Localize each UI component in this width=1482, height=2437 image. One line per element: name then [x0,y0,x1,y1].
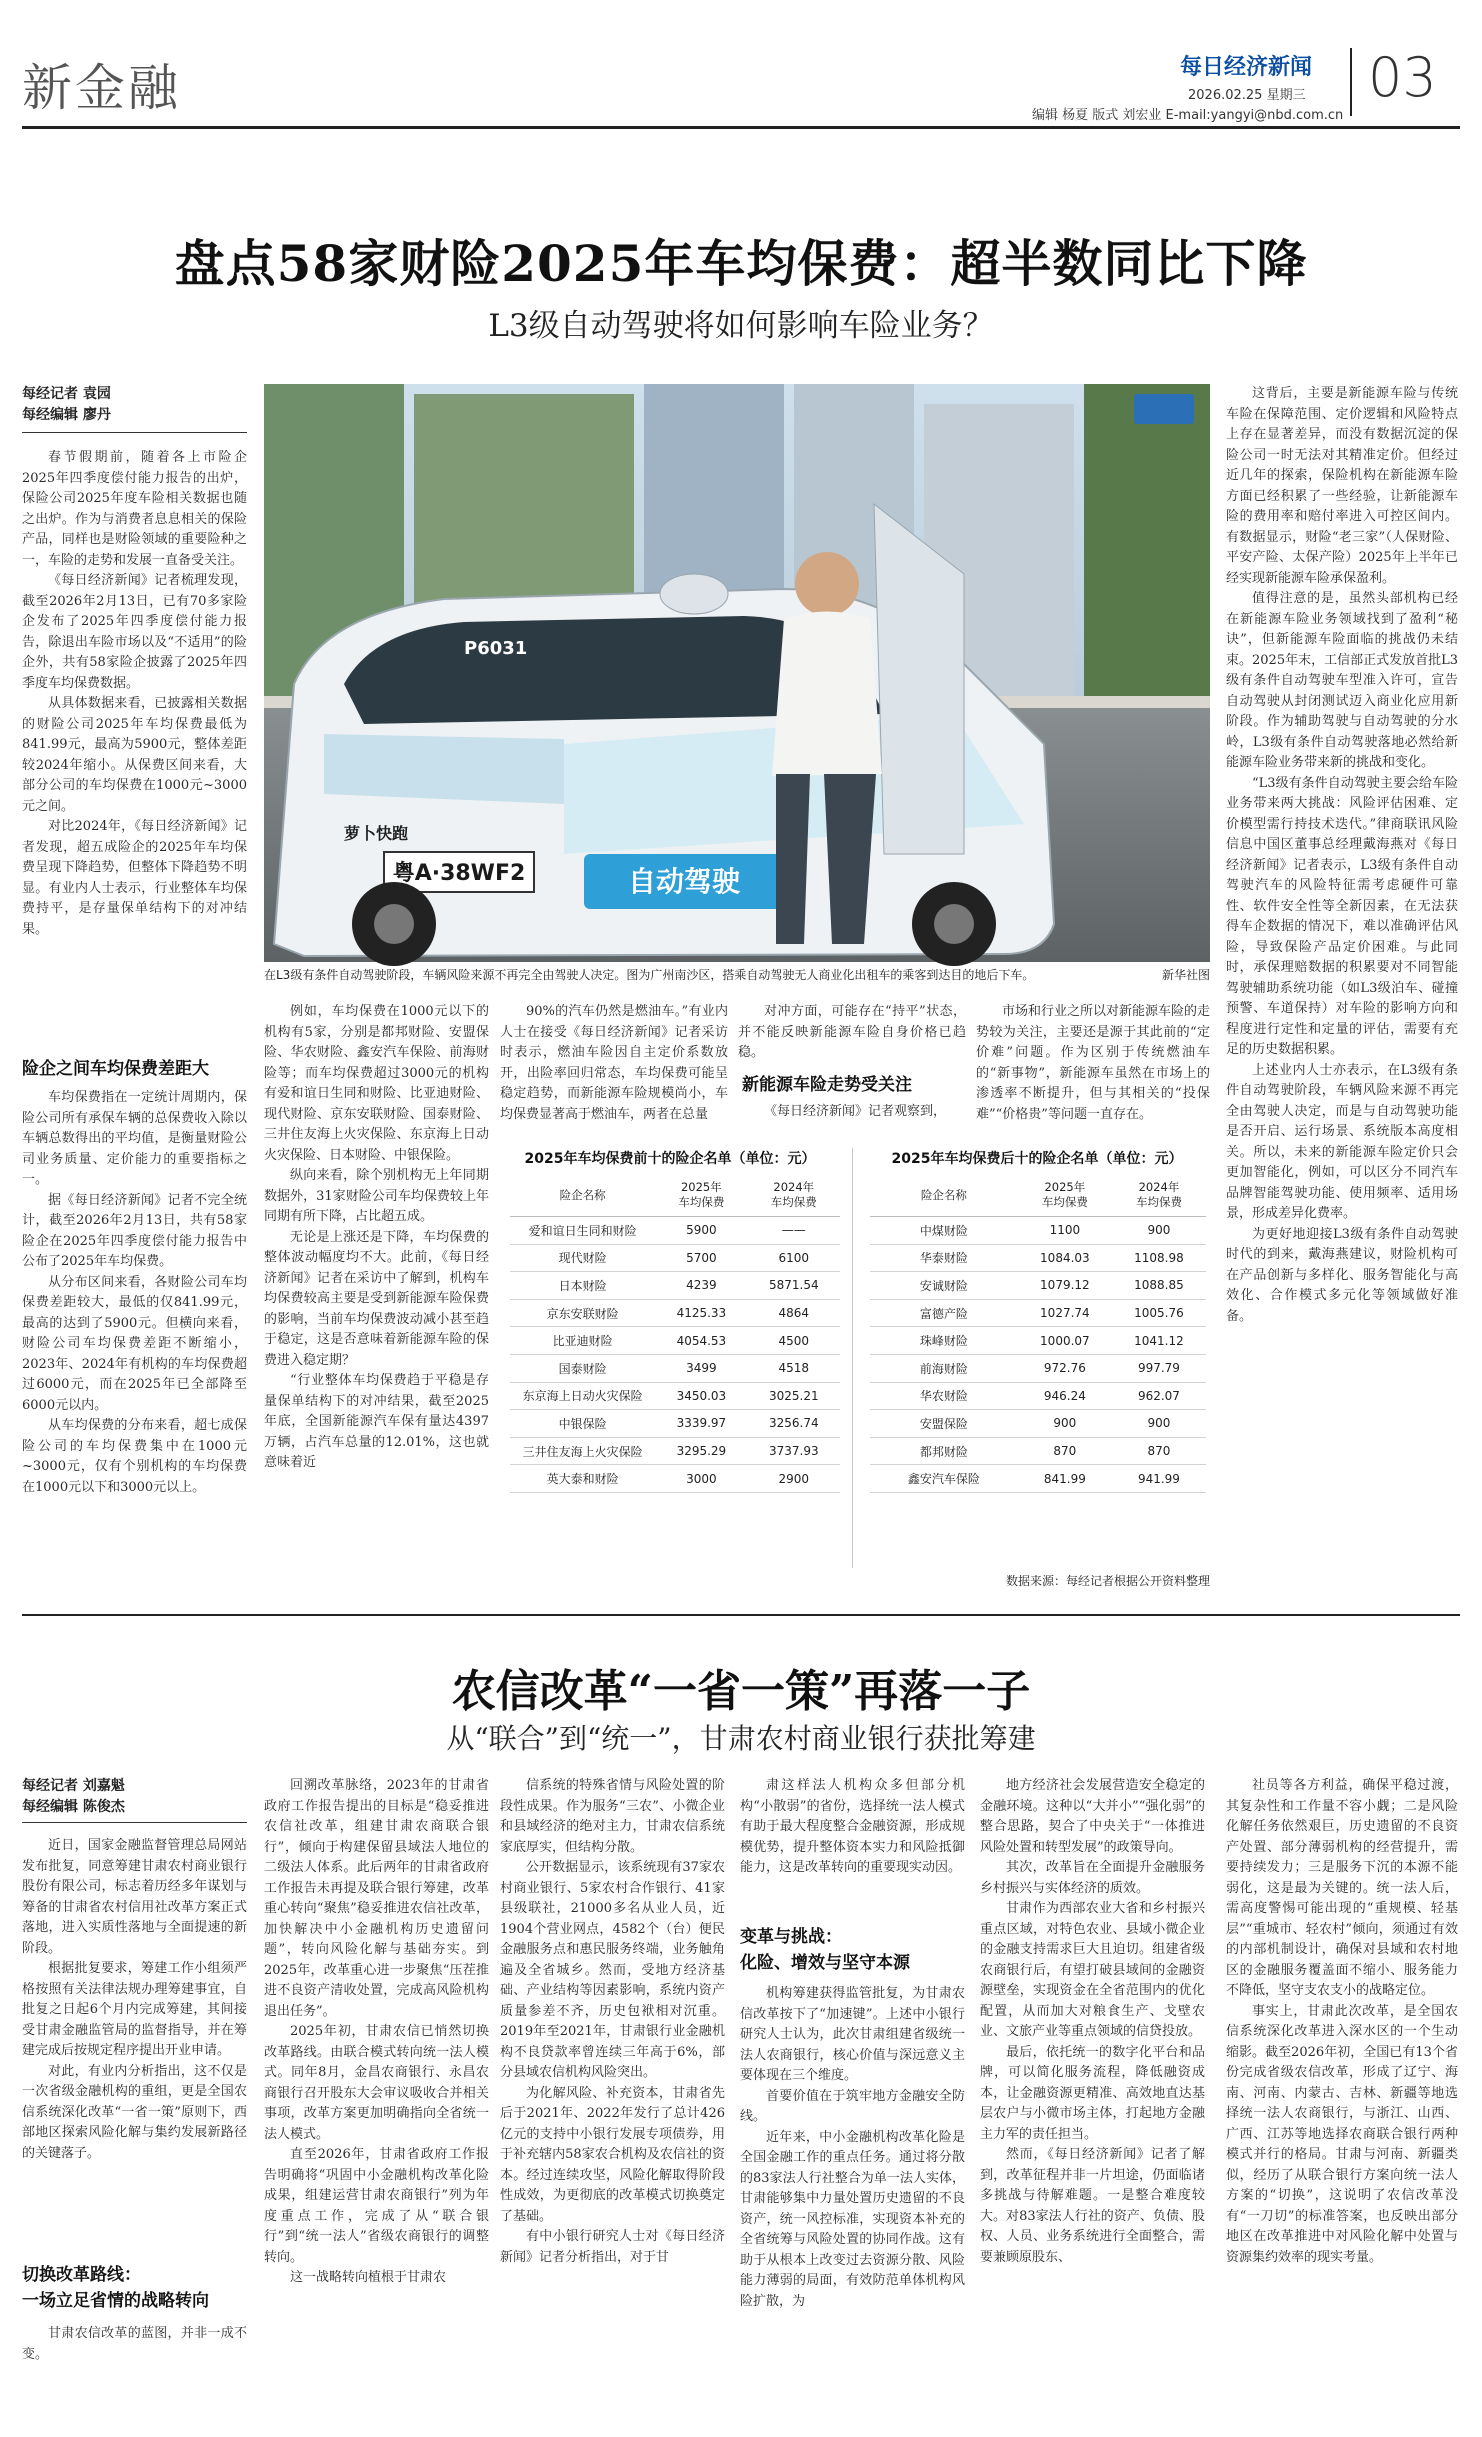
header-separator [1350,48,1352,116]
column-header: 2024年 车均保费 [748,1174,840,1217]
insurer-name-cell: 爱和谊日生同和财险 [510,1217,655,1245]
caption-text: 在L3级有条件自动驾驶阶段，车辆风险来源不再完全由驾驶人决定。图为广州南沙区，搭乘自动驾驶无人商业化出租车的乘客到达目的地后下车。 [264,968,1035,982]
paragraph: 对比2024年，《每日经济新闻》记者发现，超五成险企的2025年车均保费呈现下降趋势，但整体下降趋势不明显。有业内人士表示，行业整体车均保费持平，是存量保单结构下的对冲结果。 [22,819,247,937]
paragraph: 近日，国家金融监督管理总局网站发布批复，同意筹建甘肃农村商业银行股份有限公司，标志着历经多年谋划与筹备的甘肃省农村信用社改革方案正式落地，进入实质性落地与全面提速的新阶段。 [22,1838,247,1956]
premium-cell: 1005.76 [1112,1299,1206,1327]
autonomous-taxi-illustration [264,384,1210,962]
table-source: 数据来源：每经记者根据公开资料整理 [1005,1574,1210,1588]
article1-subhead-gap: 险企之间车均保费差距大 [22,1059,209,1079]
paragraph: 这背后，主要是新能源车险与传统车险在保障范围、定价逻辑和风险特点上存在显著差异，而没有数据沉淀的保险公司一时无法对其精准定价。但经过近几年的探索，保险机构在新能源车险方面已经积累了一些经验，让新能源车险的费用率和赔付率进入可控区间内。有数据显示，财险“老三家”（人保财险、平安产险、太保产险）2025年上半年已经实现新能源车险承保盈利。 [1226,386,1458,586]
premium-cell: 1041.12 [1112,1327,1206,1355]
premium-cell: 6100 [748,1244,840,1272]
premium-cell: 1000.07 [1018,1327,1112,1355]
premium-cell: 946.24 [1018,1382,1112,1410]
reporter: 每经记者 刘嘉魁 [22,1778,125,1794]
table-row [510,1327,840,1355]
premium-cell: 962.07 [1112,1382,1206,1410]
paragraph: 《每日经济新闻》记者观察到， [764,1104,947,1119]
paragraph: 直至2026年，甘肃省政府工作报告明确将“巩固中小金融机构改革化险成果，组建运营甘肃农商银行”列为年度重点工作，完成了从“联合银行”到“统一法人”省级农商银行的调整转向。 [264,2147,489,2265]
date-line: 2026.02.25 星期三 [1188,88,1306,103]
article2-title: 农信改革“一省一策”再落一子 [451,1666,1031,1717]
premium-cell: 841.99 [1018,1465,1112,1493]
premium-cell: 3499 [655,1354,747,1382]
premium-cell: 3737.93 [748,1437,840,1465]
premium-cell: 900 [1018,1410,1112,1438]
insurer-name-cell: 安诚财险 [870,1272,1018,1300]
article2-column-1-tail [22,2324,247,2386]
table-row [510,1244,840,1272]
paper-name: 每日经济新闻 [1180,55,1313,80]
premium-cell: 1100 [1018,1217,1112,1245]
premium-cell: —— [748,1217,840,1245]
paragraph: 《每日经济新闻》记者梳理发现，截至2026年2月13日，已有70多家险企发布了2025年四季度偿付能力报告，除退出车险市场以及“不适用”的险企外，共有58家险企披露了2025年四季度车均保费数据。 [22,573,247,691]
paragraph: 春节假期前，随着各上市险企2025年四季度偿付能力报告的出炉，保险公司2025年度车险相关数据也随之出炉。作为与消费者息息相关的保险产品，同样也是财险领域的重要险种之一，车险的走势和发展一直备受关注。 [22,450,247,568]
insurer-name-cell: 前海财险 [870,1354,1018,1382]
paragraph: 据《每日经济新闻》记者不完全统计，截至2026年2月13日，共有58家险企在2025年四季度偿付能力报告中公布了2025年车均保费。 [22,1192,247,1269]
article1-column-5 [976,1002,1210,1127]
premium-cell: 1088.85 [1112,1272,1206,1300]
paragraph: 这一战略转向植根于甘肃农 [290,2270,447,2285]
paragraph: 车均保费指在一定统计周期内，保险公司所有承保车辆的总保费收入除以车辆总数得出的平均值，是衡量财险公司业务质量、定价能力的重要指标之一。 [22,1090,247,1187]
table-row [870,1382,1206,1410]
paragraph: 机构筹建获得监管批复，为甘肃农信改革按下了“加速键”。上述中小银行研究人士认为，此次甘肃组建省级统一法人农商银行，核心价值与深远意义主要体现在三个维度。 [740,1986,965,2083]
column-header: 2024年 车均保费 [1112,1174,1206,1217]
premium-cell: 4054.53 [655,1327,747,1355]
table-header-row [870,1174,1206,1217]
table-row [870,1327,1206,1355]
paragraph: 对此，有业内分析指出，这不仅是一次省级金融机构的重组，更是全国农信系统深化改革“一省一策”原则下，西部地区探索风险化解与集约发展新路径的关键落子。 [22,2063,247,2161]
premium-cell: 4518 [748,1354,840,1382]
car-id: P6031 [464,638,528,659]
paragraph: 从具体数据来看，已披露相关数据的财险公司2025年车均保费最低为841.99元，最高为5900元，整体差距较2024年缩小。从保费区间来看，大部分公司的车均保费在1000元~3000元之间。 [22,696,247,814]
premium-cell: 1084.03 [1018,1244,1112,1272]
insurer-name-cell: 现代财险 [510,1244,655,1272]
insurer-name-cell: 日本财险 [510,1272,655,1300]
article1-title: 盘点58家财险2025年车均保费：超半数同比下降 [174,234,1308,293]
paragraph: 公开数据显示，该系统现有37家农村商业银行、5家农村合作银行、41家县级联社，21000多名从业人员，近1904个营业网点，4582个（台）便民金融服务点和惠民服务终端，业务触角遍及全省城乡。然而，受地方经济基础、产业结构等因素影响，系统内资产质量参差不齐，历史包袱相对沉重。2019年至2021年，甘肃银行业金融机构不良贷款率曾连续三年高于6%，部分县域农信机构风险突出。 [500,1860,725,2080]
table-row [870,1354,1206,1382]
paragraph: 市场和行业之所以对新能源车险的走势较为关注，主要还是源于其此前的“定价难”问题。作为区别于传统燃油车的“新事物”，新能源车虽然在市场上的渗透率不断提升，但与其相关的“投保难”“价格贵”等问题一直存在。 [976,1004,1211,1122]
paragraph: 无论是上涨还是下降，车均保费的整体波动幅度均不大。此前，《每日经济新闻》记者在采访中了解到，机构车均保费较高主要是受到新能源车险保费的影响，当前车均保费波动减小甚至趋于稳定，这是否意味着新能源车险的保费进入稳定期？ [264,1229,489,1368]
premium-cell: 3025.21 [748,1382,840,1410]
insurer-name-cell: 中煤财险 [870,1217,1018,1245]
paragraph: 2025年初，甘肃农信已悄然切换改革路线。由联合模式转向统一法人模式。同年8月，金昌农商银行、永昌农商银行召开股东大会审议吸收合并相关事项，改革方案更加明确指向全省统一法人模式。 [264,2024,489,2142]
article2-column-2 [264,1776,489,2396]
article1-column-3 [500,1002,728,1122]
table-row [510,1382,840,1410]
premium-cell: 2900 [748,1465,840,1493]
license-plate-text: 粤A·38WF2 [392,861,526,886]
table-row [870,1410,1206,1438]
premium-cell: 3256.74 [748,1410,840,1438]
table-row [870,1465,1206,1493]
paragraph: 从分布区间来看，各财险公司车均保费差距较大，最低的仅841.99元，最高的达到了5900元。但横向来看，财险公司车均保费差距不断缩小，2023年、2024年有机构的车均保费超过6000元，而在2025年已全部降至6000元以内。 [22,1274,247,1413]
premium-cell: 4125.33 [655,1299,747,1327]
paragraph: 根据批复要求，筹建工作小组须严格按照有关法律法规办理筹建事宜，自批复之日起6个月内完成筹建，其间接受甘肃金融监管局的监督指导，并在筹建完成后按规定程序提出开业申请。 [22,1961,247,2058]
table-row [510,1217,840,1245]
staff-line: 编辑 杨夏 版式 刘宏业 E-mail:yangyi@nbd.com.cn [1032,108,1344,123]
paragraph: 为更好地迎接L3级有条件自动驾驶时代的到来，戴海燕建议，财险机构可在产品创新与多样化、服务智能化与高效化、合作模式多元化等领域做好准备。 [1226,1226,1458,1324]
article2-column-3 [500,1776,725,2396]
premium-cell: 5871.54 [748,1272,840,1300]
paragraph: 信系统的特殊省情与风险处置的阶段性成果。作为服务“三农”、小微企业和县域经济的绝对主力，甘肃农信系统家底厚实，但结构分散。 [500,1778,725,1855]
paragraph: 首要价值在于筑牢地方金融安全防线。 [740,2088,965,2124]
article2-column-5 [980,1776,1205,2396]
table-row [870,1299,1206,1327]
paragraph: 社员等各方利益，确保平稳过渡，其复杂性和工作量不容小觑；二是风险化解任务依然艰巨，历史遗留的不良资产处置、部分薄弱机构的经营提升，需要持续发力；三是服务下沉的本源不能弱化，这是最为关键的。统一法人后，需高度警惕可能出现的“重规模、轻基层”“重城市、轻农村”倾向，须通过有效的内部机制设计，确保对县域和农村地区的金融服务覆盖面不缩小、服务能力不降低，坚守支农支小的战略定位。 [1226,1778,1458,1998]
table-row [870,1217,1206,1245]
paragraph: 肃这样法人机构众多但部分机构“小散弱”的省份，选择统一法人模式有助于最大程度整合金融资源，形成规模优势，提升整体资本实力和风险抵御能力，这是改革转向的重要现实动因。 [740,1778,965,1875]
article2-byline [22,1776,247,1818]
premium-cell: 1108.98 [1112,1244,1206,1272]
article2-column-4-bottom [740,1984,965,2396]
article1-byline [22,384,247,426]
page-number: 03 [1368,46,1437,109]
article2-column-1 [22,1836,247,2256]
column-header: 险企名称 [870,1174,1018,1217]
insurer-name-cell: 比亚迪财险 [510,1327,655,1355]
article1-column-6 [1226,384,1458,1598]
table-top-title: 2025年车均保费前十的险企名单（单位：元） [524,1151,816,1167]
photo-caption [264,966,1210,983]
table-row [870,1244,1206,1272]
insurer-name-cell: 京东安联财险 [510,1299,655,1327]
column-header: 险企名称 [510,1174,655,1217]
column-header: 2025年 车均保费 [655,1174,747,1217]
header-rule [22,126,1460,129]
premium-cell: 900 [1112,1410,1206,1438]
paragraph: “行业整体车均保费趋于平稳是存量保单结构下的对冲结果，截至2025年底，全国新能源汽车保有量达4397万辆，占汽车总量的12.01%，这也就意味着近 [264,1373,489,1470]
premium-cell: 900 [1112,1217,1206,1245]
article1-column-1-bottom [22,1088,247,1593]
section-rule [22,1614,1460,1616]
table-divider [852,1148,853,1568]
premium-cell: 1079.12 [1018,1272,1112,1300]
paragraph: 近年来，中小金融机构改革化险是全国金融工作的重点任务。通过将分散的83家法人行社整合为单一法人实体，甘肃能够集中力量处置历史遗留的不良资产，统一风控标准，实现资本补充的全省统筹与风险处置的协同作战。这有助于从根本上改变过去资源分散、风险能力薄弱的局面，有效防范单体机构风险扩散，为 [740,2129,965,2309]
section-title: 新金融 [22,59,181,117]
paragraph: 有中小银行研究人士对《每日经济新闻》记者分析指出，对于甘 [500,2229,725,2265]
table-row [510,1272,840,1300]
table-row [510,1437,840,1465]
article1-column-2 [264,1002,489,1599]
paragraph: 对冲方面，可能存在“持平”状态，并不能反映新能源车险自身价格已趋稳。 [738,1004,966,1060]
paragraph: 甘肃作为西部农业大省和乡村振兴重点区域，对特色农业、县域小微企业的金融支持需求巨大且迫切。组建省级农商银行后，有望打破县域间的金融资源壁垒，实现资金在全省范围内的优化配置，从而加大对粮食生产、戈壁农业、文旅产业等重点领域的信贷投放。 [980,1901,1205,2039]
premium-cell: 3000 [655,1465,747,1493]
table-row [870,1272,1206,1300]
table-row [510,1354,840,1382]
photo-credit: 新华社图 [1161,968,1210,982]
article2-column-4-top [740,1776,965,1918]
car-side-text: 萝卜快跑 [344,824,409,843]
reporter: 每经记者 袁园 [22,386,111,402]
premium-cell: 997.79 [1112,1354,1206,1382]
table-row [510,1299,840,1327]
table-header-row [510,1174,840,1217]
insurer-name-cell: 中银保险 [510,1410,655,1438]
insurer-name-cell: 东京海上日动火灾保险 [510,1382,655,1410]
paragraph: 甘肃农信改革的蓝图，并非一成不变。 [22,2326,247,2362]
paragraph: 值得注意的是，虽然头部机构已经在新能源车险业务领域找到了盈利“秘诀”，但新能源车险面临的挑战仍未结束。2025年末，工信部正式发放首批L3级有条件自动驾驶车型准入许可，宣告自动驾驶从封闭测试迈入商业化应用新阶段。作为辅助驾驶与自动驾驶的分水岭，L3级有条件自动驾驶落地必然给新能源车险业务带来新的挑战和变化。 [1226,591,1458,770]
article2-column-6 [1226,1776,1458,2396]
news-photo [264,384,1210,962]
article1-column-1-top [22,448,247,1048]
premium-cell: 870 [1018,1437,1112,1465]
insurer-name-cell: 安盟保险 [870,1410,1018,1438]
premium-cell: 1027.74 [1018,1299,1112,1327]
premium-cell: 3450.03 [655,1382,747,1410]
premium-cell: 3339.97 [655,1410,747,1438]
insurer-name-cell: 国泰财险 [510,1354,655,1382]
article1-subtitle: L3级自动驾驶将如何影响车险业务？ [488,308,994,344]
article2-subtitle: 从“联合”到“统一”，甘肃农村商业银行获批筹建 [446,1722,1036,1755]
premium-cell: 4864 [748,1299,840,1327]
insurer-name-cell: 鑫安汽车保险 [870,1465,1018,1493]
editor: 每经编辑 陈俊杰 [22,1799,125,1815]
byline-rule-2 [22,1822,247,1823]
paragraph: “L3级有条件自动驾驶主要会给车险业务带来两大挑战：风险评估困难、定价模型需行持技术迭代。”律商联讯风险信息中国区董事总经理戴海燕对《每日经济新闻》记者表示，L3级有条件自动驾驶汽车的风险特征需考虑硬件可靠性、软件安全性等全新因素，在无法获得车企数据的情况下，难以准确评估风险，导致保险产品定价困难。与此同时，承保理赔数据的积累要对不同智能驾驶辅助系统功能（如L3级泊车、碰撞预警、车道保持）对车险的影响方向和程度进行定性和定量的评估，需要有充足的历史数据积累。 [1226,775,1458,1057]
premium-cell: 5900 [655,1217,747,1245]
paragraph: 为化解风险、补充资本，甘肃省先后于2021年、2022年发行了总计426亿元的支持中小银行发展专项债券，用于补充辖内58家农合机构及农信社的资本。经过连续攻坚，风险化解取得阶段性成效，为更彻底的改革模式切换奠定了基础。 [500,2085,725,2224]
insurer-name-cell: 珠峰财险 [870,1327,1018,1355]
article2-subhead-route: 切换改革路线： 一场立足省情的战略转向 [22,2265,209,2311]
article1-column-4-after [738,1102,966,1126]
premium-cell: 4500 [748,1327,840,1355]
passenger-body [772,612,882,777]
insurer-name-cell: 三井住友海上火灾保险 [510,1437,655,1465]
paragraph: 90%的汽车仍然是燃油车。”有业内人士在接受《每日经济新闻》记者采访时表示，燃油车险因自主定价系数放开，出险率回归常态，车均保费可能呈稳定趋势，而新能源车险规模尚小，车均保费显著高于燃油车，两者在总量 [500,1004,728,1122]
insurer-name-cell: 富德产险 [870,1299,1018,1327]
paragraph: 回溯改革脉络，2023年的甘肃省政府工作报告提出的目标是“稳妥推进农信社改革，组建甘肃农商联合银行”，倾向于构建保留县域法人地位的二级法人体系。此后两年的甘肃省政府工作报告未再提及联合银行筹建，改革重心转向“聚焦”稳妥推进农信社改革，加快解决中小金融机构历史遗留问题”，转向风险化解与基础夯实。到2025年，改革重心进一步聚焦“压茬推进不良资产清收处置，完成高风险机构退出任务”。 [264,1778,489,2019]
paragraph: 事实上，甘肃此次改革，是全国农信系统深化改革进入深水区的一个生动缩影。截至2026年初，全国已有13个省份完成省级农信改革，形成了辽宁、海南、河南、内蒙古、吉林、新疆等地选择统一法人农商银行，与浙江、山西、广西、江苏等地选择农商联合银行两种模式并行的格局。甘肃与河南、新疆类似，经历了从联合银行方案向统一法人方案的“切换”，这说明了农信改革没有“一刀切”的标准答案，也反映出部分地区在改革推进中对风险化解中处置与资源集约效率的现实考量。 [1226,2003,1458,2265]
premium-cell: 870 [1112,1437,1206,1465]
premium-cell: 3295.29 [655,1437,747,1465]
premium-cell: 5700 [655,1244,747,1272]
paragraph: 然而，《每日经济新闻》记者了解到，改革征程并非一片坦途，仍面临诸多挑战与待解难题。一是整合难度较大。对83家法人行社的资产、负债、股权、人员、业务系统进行全面整合，需要兼顾原股东、 [980,2147,1205,2265]
premium-cell: 941.99 [1112,1465,1206,1493]
paragraph: 地方经济社会发展营造安全稳定的金融环境。这种以“大并小”“强化弱”的整合思路，契合了中央关于“一体推进风险处置和转型发展”的政策导向。 [980,1778,1205,1855]
passenger-head [795,552,859,616]
article2-subhead-challenge: 变革与挑战： 化险、增效与坚守本源 [740,1927,910,1973]
article1-column-4 [738,1002,966,1064]
paragraph: 纵向来看，除个别机构无上年同期数据外，31家财险公司车均保费较上年同期有所下降，占比超五成。 [264,1168,489,1224]
table-bottom-title: 2025年车均保费后十的险企名单（单位：元） [891,1151,1183,1167]
byline-rule [22,432,247,433]
paragraph: 上述业内人士亦表示，在L3级有条件自动驾驶阶段，车辆风险来源不再完全由驾驶人决定，而是与自动驾驶功能是否开启、运行场景、系统版本高度相关。所以，未来的新能源车险定价只会更加智能化，例如，可以区分不同汽车品牌智能驾驶功能、使用频率、适用场景，形成差异化费率。 [1226,1062,1458,1221]
paragraph: 最后，依托统一的数字化平台和品牌，可以简化服务流程，降低融资成本，让金融资源更精准、高效地直达基层农户与小微市场主体，打起地方金融主力军的责任担当。 [980,2044,1205,2142]
insurer-name-cell: 都邦财险 [870,1437,1018,1465]
insurer-name-cell: 英大泰和财险 [510,1465,655,1493]
table-row [510,1465,840,1493]
column-header: 2025年 车均保费 [1018,1174,1112,1217]
premium-cell: 4239 [655,1272,747,1300]
editor: 每经编辑 廖丹 [22,407,111,423]
table-top-ten [510,1174,840,1493]
insurer-name-cell: 华农财险 [870,1382,1018,1410]
paragraph: 例如，车均保费在1000元以下的机构有5家，分别是都邦财险、安盟保险、华农财险、鑫安汽车保险、前海财险等；而车均保费超过3000元的机构有爱和谊日生同和财险、比亚迪财险、现代财险、京东安联财险、国泰财险、三井住友海上火灾保险、东京海上日动火灾保险、日本财险、中银保险。 [264,1004,489,1163]
premium-cell: 972.76 [1018,1354,1112,1382]
article1-subhead-nev: 新能源车险走势受关注 [742,1075,912,1095]
table-row [510,1410,840,1438]
table-bottom-ten [870,1174,1206,1493]
insurer-name-cell: 华泰财险 [870,1244,1018,1272]
table-row [870,1437,1206,1465]
door-decal-text: 自动驾驶 [627,865,741,898]
paragraph: 从车均保费的分布来看，超七成保险公司的车均保费集中在1000元~3000元，仅有个别机构的车均保费在1000元以下和3000元以上。 [22,1418,247,1495]
paragraph: 其次，改革旨在全面提升金融服务乡村振兴与实体经济的质效。 [980,1860,1205,1896]
